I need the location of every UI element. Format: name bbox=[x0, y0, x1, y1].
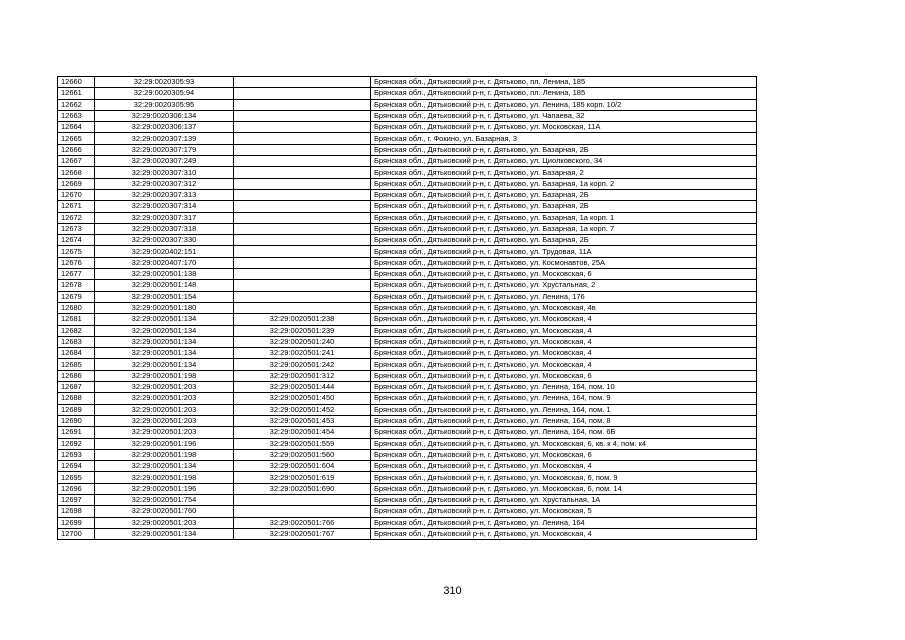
address-cell: Брянская обл., Дятьковский р-н, г. Дятьково, ул. Московская, 6 bbox=[371, 269, 757, 280]
table-row bbox=[58, 517, 757, 528]
row-number-cell: 12663 bbox=[58, 110, 95, 121]
linked-cadastral-number-cell bbox=[234, 144, 371, 155]
address-cell: Брянская обл., Дятьковский р-н, г. Дятьково, ул. Хрустальная, 1А bbox=[371, 494, 757, 505]
table-row bbox=[58, 483, 757, 494]
cadastral-number-cell: 32:29:0020501:134 bbox=[95, 528, 234, 539]
row-number-cell: 12667 bbox=[58, 156, 95, 167]
linked-cadastral-number-cell bbox=[234, 88, 371, 99]
cadastral-number-cell: 32:29:0020307:249 bbox=[95, 156, 234, 167]
table-row bbox=[58, 223, 757, 234]
table-row bbox=[58, 189, 757, 200]
row-number-cell: 12699 bbox=[58, 517, 95, 528]
linked-cadastral-number-cell: 32:29:0020501:454 bbox=[234, 427, 371, 438]
row-number-cell: 12661 bbox=[58, 88, 95, 99]
cadastral-number-cell: 32:29:0020501:134 bbox=[95, 314, 234, 325]
address-cell: Брянская обл., Дятьковский р-н, г. Дятьково, ул. Хрустальная, 2 bbox=[371, 280, 757, 291]
cadastral-number-cell: 32:29:0020307:330 bbox=[95, 235, 234, 246]
row-number-cell: 12666 bbox=[58, 144, 95, 155]
linked-cadastral-number-cell bbox=[234, 257, 371, 268]
linked-cadastral-number-cell bbox=[234, 246, 371, 257]
table-row bbox=[58, 291, 757, 302]
cadastral-number-cell: 32:29:0020501:196 bbox=[95, 483, 234, 494]
address-cell: Брянская обл., г. Фокино, ул. Базарная, 3 bbox=[371, 133, 757, 144]
table-row bbox=[58, 99, 757, 110]
address-cell: Брянская обл., Дятьковский р-н, г. Дятьково, ул. Ленина, 164, пом. 9 bbox=[371, 393, 757, 404]
linked-cadastral-number-cell bbox=[234, 156, 371, 167]
table-row bbox=[58, 122, 757, 133]
address-cell: Брянская обл., Дятьковский р-н, г. Дятьково, ул. Московская, 4 bbox=[371, 359, 757, 370]
row-number-cell: 12660 bbox=[58, 77, 95, 88]
row-number-cell: 12680 bbox=[58, 302, 95, 313]
address-cell: Брянская обл., Дятьковский р-н, г. Дятьково, ул. Ленина, 176 bbox=[371, 291, 757, 302]
table-row bbox=[58, 302, 757, 313]
cadastral-number-cell: 32:29:0020307:313 bbox=[95, 189, 234, 200]
linked-cadastral-number-cell: 32:29:0020501:690 bbox=[234, 483, 371, 494]
cadastral-number-cell: 32:29:0020305:94 bbox=[95, 88, 234, 99]
table-row bbox=[58, 156, 757, 167]
cadastral-number-cell: 32:29:0020307:318 bbox=[95, 223, 234, 234]
row-number-cell: 12668 bbox=[58, 167, 95, 178]
linked-cadastral-number-cell: 32:29:0020501:238 bbox=[234, 314, 371, 325]
row-number-cell: 12700 bbox=[58, 528, 95, 539]
linked-cadastral-number-cell: 32:29:0020501:619 bbox=[234, 472, 371, 483]
address-cell: Брянская обл., Дятьковский р-н, г. Дятьково, ул. Московская, 4в bbox=[371, 302, 757, 313]
address-cell: Брянская обл., Дятьковский р-н, г. Дятьково, ул. Базарная, 2Б bbox=[371, 201, 757, 212]
cadastral-number-cell: 32:29:0020501:148 bbox=[95, 280, 234, 291]
row-number-cell: 12674 bbox=[58, 235, 95, 246]
linked-cadastral-number-cell: 32:29:0020501:240 bbox=[234, 336, 371, 347]
cadastral-number-cell: 32:29:0020306:134 bbox=[95, 110, 234, 121]
row-number-cell: 12673 bbox=[58, 223, 95, 234]
cadastral-number-cell: 32:29:0020501:203 bbox=[95, 382, 234, 393]
table-row bbox=[58, 133, 757, 144]
row-number-cell: 12688 bbox=[58, 393, 95, 404]
cadastral-number-cell: 32:29:0020307:312 bbox=[95, 178, 234, 189]
table-row bbox=[58, 167, 757, 178]
cadastral-number-cell: 32:29:0020306:137 bbox=[95, 122, 234, 133]
cadastral-number-cell: 32:29:0020501:760 bbox=[95, 506, 234, 517]
cadastral-number-cell: 32:29:0020501:134 bbox=[95, 359, 234, 370]
linked-cadastral-number-cell bbox=[234, 506, 371, 517]
cadastral-number-cell: 32:29:0020501:134 bbox=[95, 325, 234, 336]
table-row bbox=[58, 212, 757, 223]
linked-cadastral-number-cell: 32:29:0020501:767 bbox=[234, 528, 371, 539]
table-row bbox=[58, 449, 757, 460]
linked-cadastral-number-cell bbox=[234, 235, 371, 246]
row-number-cell: 12691 bbox=[58, 427, 95, 438]
table-row bbox=[58, 88, 757, 99]
row-number-cell: 12685 bbox=[58, 359, 95, 370]
cadastral-number-cell: 32:29:0020305:93 bbox=[95, 77, 234, 88]
row-number-cell: 12686 bbox=[58, 370, 95, 381]
table-row bbox=[58, 382, 757, 393]
row-number-cell: 12695 bbox=[58, 472, 95, 483]
row-number-cell: 12681 bbox=[58, 314, 95, 325]
table-row bbox=[58, 110, 757, 121]
page-number: 310 bbox=[443, 585, 462, 597]
row-number-cell: 12692 bbox=[58, 438, 95, 449]
linked-cadastral-number-cell bbox=[234, 494, 371, 505]
cadastral-number-cell: 32:29:0020501:196 bbox=[95, 438, 234, 449]
table-row bbox=[58, 246, 757, 257]
address-cell: Брянская обл., Дятьковский р-н, г. Дятьково, ул. Базарная, 2Б bbox=[371, 189, 757, 200]
linked-cadastral-number-cell: 32:29:0020501:444 bbox=[234, 382, 371, 393]
address-cell: Брянская обл., Дятьковский р-н, г. Дятьково, ул. Чапаева, 32 bbox=[371, 110, 757, 121]
linked-cadastral-number-cell bbox=[234, 269, 371, 280]
linked-cadastral-number-cell bbox=[234, 167, 371, 178]
linked-cadastral-number-cell bbox=[234, 122, 371, 133]
row-number-cell: 12671 bbox=[58, 201, 95, 212]
table-row bbox=[58, 235, 757, 246]
cadastral-number-cell: 32:29:0020501:203 bbox=[95, 517, 234, 528]
linked-cadastral-number-cell bbox=[234, 280, 371, 291]
address-cell: Брянская обл., Дятьковский р-н, г. Дятьково, ул. Космонавтов, 25А bbox=[371, 257, 757, 268]
row-number-cell: 12682 bbox=[58, 325, 95, 336]
address-cell: Брянская обл., Дятьковский р-н, г. Дятьково, ул. Московская, 4 bbox=[371, 314, 757, 325]
address-cell: Брянская обл., Дятьковский р-н, г. Дятьково, ул. Ленина, 164, пом. 1 bbox=[371, 404, 757, 415]
registry-table-body bbox=[58, 77, 757, 540]
address-cell: Брянская обл., Дятьковский р-н, г. Дятьково, пл. Ленина, 185 bbox=[371, 77, 757, 88]
table-row bbox=[58, 438, 757, 449]
linked-cadastral-number-cell: 32:29:0020501:560 bbox=[234, 449, 371, 460]
linked-cadastral-number-cell: 32:29:0020501:559 bbox=[234, 438, 371, 449]
table-row bbox=[58, 257, 757, 268]
cadastral-number-cell: 32:29:0020501:198 bbox=[95, 449, 234, 460]
row-number-cell: 12679 bbox=[58, 291, 95, 302]
cadastral-number-cell: 32:29:0020307:310 bbox=[95, 167, 234, 178]
address-cell: Брянская обл., Дятьковский р-н, г. Дятьково, ул. Московская, 11А bbox=[371, 122, 757, 133]
linked-cadastral-number-cell bbox=[234, 133, 371, 144]
table-row bbox=[58, 280, 757, 291]
linked-cadastral-number-cell: 32:29:0020501:453 bbox=[234, 415, 371, 426]
row-number-cell: 12677 bbox=[58, 269, 95, 280]
table-row bbox=[58, 370, 757, 381]
address-cell: Брянская обл., Дятьковский р-н, г. Дятьково, ул. Трудовая, 11А bbox=[371, 246, 757, 257]
row-number-cell: 12698 bbox=[58, 506, 95, 517]
table-row bbox=[58, 472, 757, 483]
linked-cadastral-number-cell bbox=[234, 110, 371, 121]
linked-cadastral-number-cell bbox=[234, 77, 371, 88]
address-cell: Брянская обл., Дятьковский р-н, г. Дятьково, ул. Московская, 6, кв. к 4, пом. к4 bbox=[371, 438, 757, 449]
cadastral-number-cell: 32:29:0020307:179 bbox=[95, 144, 234, 155]
cadastral-number-cell: 32:29:0020501:203 bbox=[95, 404, 234, 415]
linked-cadastral-number-cell: 32:29:0020501:604 bbox=[234, 461, 371, 472]
table-row bbox=[58, 494, 757, 505]
table-row bbox=[58, 325, 757, 336]
table-row bbox=[58, 506, 757, 517]
linked-cadastral-number-cell bbox=[234, 302, 371, 313]
table-row bbox=[58, 336, 757, 347]
cadastral-number-cell: 32:29:0020501:138 bbox=[95, 269, 234, 280]
table-row bbox=[58, 348, 757, 359]
row-number-cell: 12675 bbox=[58, 246, 95, 257]
row-number-cell: 12672 bbox=[58, 212, 95, 223]
cadastral-number-cell: 32:29:0020501:198 bbox=[95, 370, 234, 381]
row-number-cell: 12678 bbox=[58, 280, 95, 291]
address-cell: Брянская обл., Дятьковский р-н, г. Дятьково, ул. Ленина, 164, пом. 8 bbox=[371, 415, 757, 426]
address-cell: Брянская обл., Дятьковский р-н, г. Дятьково, ул. Московская, 6, пом. 14 bbox=[371, 483, 757, 494]
linked-cadastral-number-cell bbox=[234, 189, 371, 200]
table-row bbox=[58, 415, 757, 426]
row-number-cell: 12687 bbox=[58, 382, 95, 393]
row-number-cell: 12689 bbox=[58, 404, 95, 415]
cadastral-number-cell: 32:29:0020501:180 bbox=[95, 302, 234, 313]
row-number-cell: 12697 bbox=[58, 494, 95, 505]
row-number-cell: 12676 bbox=[58, 257, 95, 268]
row-number-cell: 12693 bbox=[58, 449, 95, 460]
table-row bbox=[58, 359, 757, 370]
linked-cadastral-number-cell bbox=[234, 201, 371, 212]
cadastral-number-cell: 32:29:0020305:95 bbox=[95, 99, 234, 110]
address-cell: Брянская обл., Дятьковский р-н, г. Дятьково, ул. Ленина, 164, пом. 10 bbox=[371, 382, 757, 393]
address-cell: Брянская обл., Дятьковский р-н, г. Дятьково, ул. Московская, 4 bbox=[371, 325, 757, 336]
row-number-cell: 12694 bbox=[58, 461, 95, 472]
table-row bbox=[58, 178, 757, 189]
table-row bbox=[58, 404, 757, 415]
address-cell: Брянская обл., Дятьковский р-н, г. Дятьково, ул. Базарная, 2Б bbox=[371, 235, 757, 246]
linked-cadastral-number-cell bbox=[234, 223, 371, 234]
registry-table bbox=[57, 76, 757, 540]
table-row bbox=[58, 314, 757, 325]
cadastral-number-cell: 32:29:0020402:151 bbox=[95, 246, 234, 257]
row-number-cell: 12669 bbox=[58, 178, 95, 189]
address-cell: Брянская обл., Дятьковский р-н, г. Дятьково, ул. Московская, 4 bbox=[371, 461, 757, 472]
cadastral-number-cell: 32:29:0020307:139 bbox=[95, 133, 234, 144]
cadastral-number-cell: 32:29:0020501:134 bbox=[95, 461, 234, 472]
linked-cadastral-number-cell bbox=[234, 212, 371, 223]
table-row bbox=[58, 144, 757, 155]
address-cell: Брянская обл., Дятьковский р-н, г. Дятьково, ул. Базарная, 1а корп. 7 bbox=[371, 223, 757, 234]
cadastral-number-cell: 32:29:0020501:203 bbox=[95, 427, 234, 438]
linked-cadastral-number-cell bbox=[234, 178, 371, 189]
cadastral-number-cell: 32:29:0020407:170 bbox=[95, 257, 234, 268]
linked-cadastral-number-cell: 32:29:0020501:452 bbox=[234, 404, 371, 415]
table-row bbox=[58, 528, 757, 539]
address-cell: Брянская обл., Дятьковский р-н, г. Дятьково, ул. Московская, 4 bbox=[371, 348, 757, 359]
cadastral-number-cell: 32:29:0020307:314 bbox=[95, 201, 234, 212]
table-row bbox=[58, 427, 757, 438]
address-cell: Брянская обл., Дятьковский р-н, г. Дятьково, ул. Циолковского, 34 bbox=[371, 156, 757, 167]
cadastral-number-cell: 32:29:0020501:134 bbox=[95, 336, 234, 347]
row-number-cell: 12690 bbox=[58, 415, 95, 426]
row-number-cell: 12670 bbox=[58, 189, 95, 200]
row-number-cell: 12683 bbox=[58, 336, 95, 347]
linked-cadastral-number-cell: 32:29:0020501:239 bbox=[234, 325, 371, 336]
row-number-cell: 12684 bbox=[58, 348, 95, 359]
address-cell: Брянская обл., Дятьковский р-н, г. Дятьково, ул. Московская, 4 bbox=[371, 336, 757, 347]
cadastral-number-cell: 32:29:0020501:754 bbox=[95, 494, 234, 505]
row-number-cell: 12665 bbox=[58, 133, 95, 144]
linked-cadastral-number-cell bbox=[234, 99, 371, 110]
cadastral-number-cell: 32:29:0020501:203 bbox=[95, 393, 234, 404]
address-cell: Брянская обл., Дятьковский р-н, г. Дятьково, ул. Базарная, 2Б bbox=[371, 144, 757, 155]
linked-cadastral-number-cell: 32:29:0020501:312 bbox=[234, 370, 371, 381]
table-row bbox=[58, 77, 757, 88]
linked-cadastral-number-cell: 32:29:0020501:766 bbox=[234, 517, 371, 528]
row-number-cell: 12662 bbox=[58, 99, 95, 110]
table-row bbox=[58, 393, 757, 404]
address-cell: Брянская обл., Дятьковский р-н, г. Дятьково, ул. Московская, 6 bbox=[371, 449, 757, 460]
cadastral-number-cell: 32:29:0020501:154 bbox=[95, 291, 234, 302]
table-row bbox=[58, 461, 757, 472]
cadastral-number-cell: 32:29:0020307:317 bbox=[95, 212, 234, 223]
address-cell: Брянская обл., Дятьковский р-н, г. Дятьково, пл. Ленина, 185 bbox=[371, 88, 757, 99]
cadastral-number-cell: 32:29:0020501:134 bbox=[95, 348, 234, 359]
cadastral-number-cell: 32:29:0020501:198 bbox=[95, 472, 234, 483]
address-cell: Брянская обл., Дятьковский р-н, г. Дятьково, ул. Базарная, 2 bbox=[371, 167, 757, 178]
address-cell: Брянская обл., Дятьковский р-н, г. Дятьково, ул. Московская, 5 bbox=[371, 506, 757, 517]
linked-cadastral-number-cell: 32:29:0020501:241 bbox=[234, 348, 371, 359]
linked-cadastral-number-cell: 32:29:0020501:242 bbox=[234, 359, 371, 370]
address-cell: Брянская обл., Дятьковский р-н, г. Дятьково, ул. Ленина, 164, пом. 6Б bbox=[371, 427, 757, 438]
row-number-cell: 12696 bbox=[58, 483, 95, 494]
linked-cadastral-number-cell: 32:29:0020501:450 bbox=[234, 393, 371, 404]
row-number-cell: 12664 bbox=[58, 122, 95, 133]
address-cell: Брянская обл., Дятьковский р-н, г. Дятьково, ул. Московская, 4 bbox=[371, 528, 757, 539]
address-cell: Брянская обл., Дятьковский р-н, г. Дятьково, ул. Базарная, 1а корп. 2 bbox=[371, 178, 757, 189]
address-cell: Брянская обл., Дятьковский р-н, г. Дятьково, ул. Московская, 6 bbox=[371, 370, 757, 381]
address-cell: Брянская обл., Дятьковский р-н, г. Дятьково, ул. Московская, 6, пом. 9 bbox=[371, 472, 757, 483]
address-cell: Брянская обл., Дятьковский р-н, г. Дятьково, ул. Ленина, 164 bbox=[371, 517, 757, 528]
cadastral-number-cell: 32:29:0020501:203 bbox=[95, 415, 234, 426]
address-cell: Брянская обл., Дятьковский р-н, г. Дятьково, ул. Базарная, 1а корп. 1 bbox=[371, 212, 757, 223]
table-row bbox=[58, 201, 757, 212]
linked-cadastral-number-cell bbox=[234, 291, 371, 302]
address-cell: Брянская обл., Дятьковский р-н, г. Дятьково, ул. Ленина, 185 корп. 10/2 bbox=[371, 99, 757, 110]
table-row bbox=[58, 269, 757, 280]
